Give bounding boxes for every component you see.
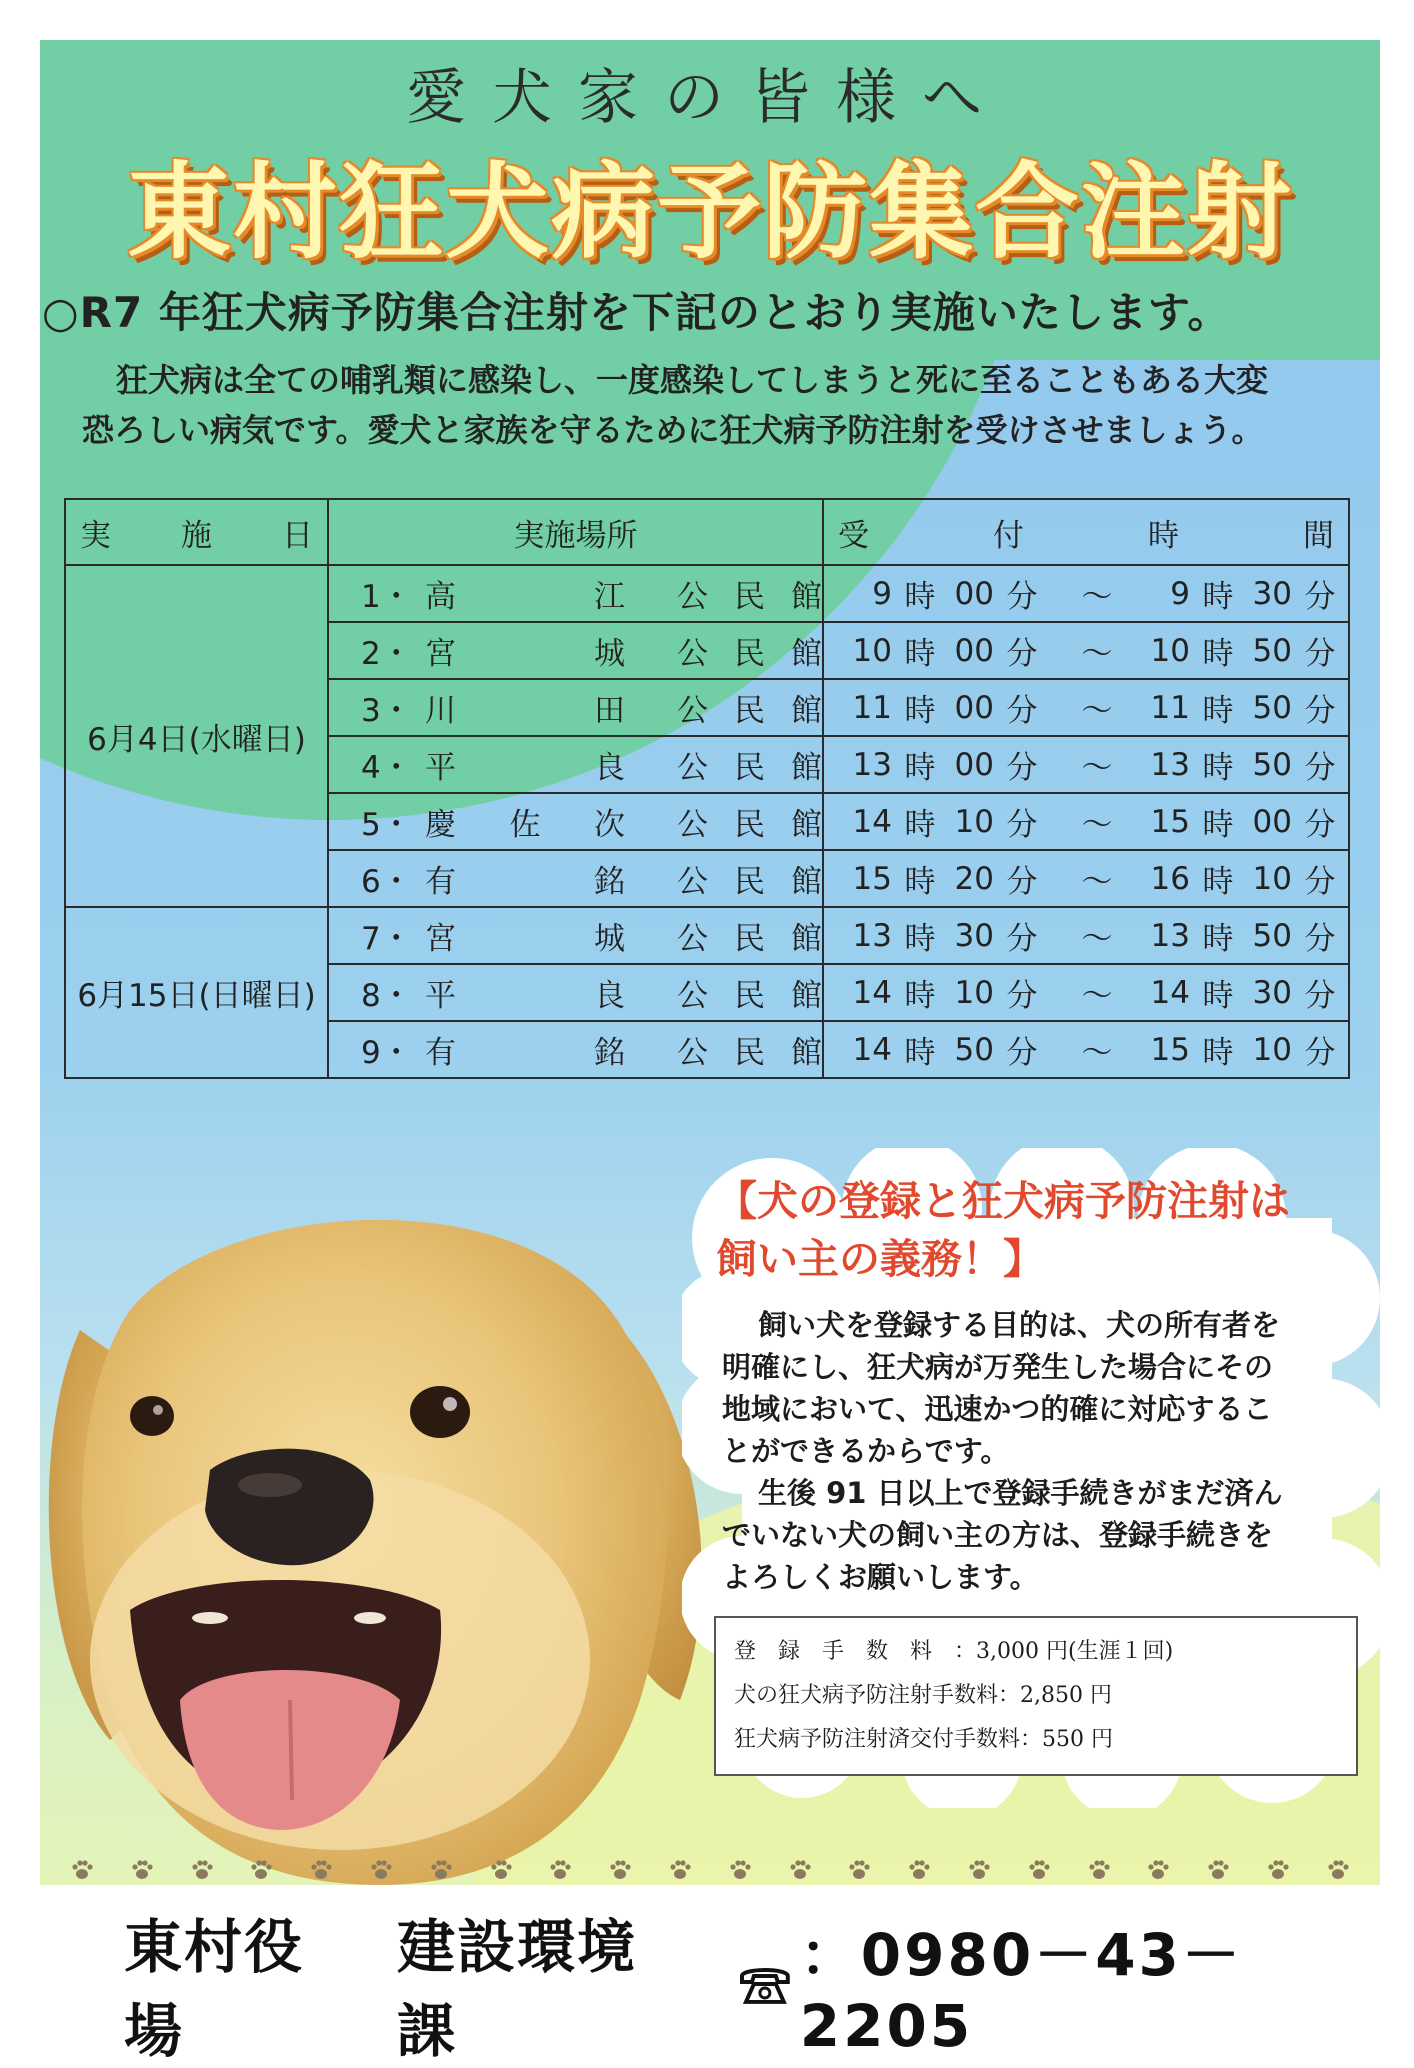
fee-value: ：2,850 円 (998, 1683, 1112, 1708)
end-hour: 15 (1150, 1031, 1190, 1068)
header-date-char: 実 (80, 517, 111, 554)
place-hall-char: 民 (734, 807, 765, 843)
puppy-illustration (40, 1140, 720, 1885)
place-cell (328, 907, 823, 964)
place-name-char: 良 (594, 750, 625, 786)
end-minute: 00 (1252, 803, 1292, 840)
lead-line: ○R7 年狂犬病予防集合注射を下記のとおり実施いたします。 (42, 288, 1231, 337)
time-cell (823, 565, 1349, 622)
hour-unit: 時 (904, 978, 936, 1014)
notice-title-line-2: 飼い主の義務！】 (716, 1235, 1044, 1283)
range-separator: ～ (1081, 579, 1113, 615)
place-name (425, 799, 625, 844)
place-hall-char: 公 (677, 750, 708, 786)
hour-unit: 時 (904, 1035, 936, 1071)
place-name-char: 田 (594, 693, 625, 729)
paw-print-icon (429, 1858, 453, 1882)
table-row (65, 907, 1349, 964)
paw-print-icon (967, 1858, 991, 1882)
notice-body-line: でいない犬の飼い主の方は、登録手続きを (722, 1518, 1274, 1552)
minute-unit: 分 (1304, 579, 1336, 615)
place-hall-char: 館 (791, 921, 822, 957)
hour-unit: 時 (1202, 693, 1234, 729)
end-minute: 10 (1252, 860, 1292, 897)
place-number: 4・ (361, 750, 412, 786)
place-name (425, 1027, 625, 1072)
time-cell (823, 907, 1349, 964)
end-minute: 30 (1252, 575, 1292, 612)
time-cell (823, 679, 1349, 736)
notice-body-line: 生後 91 日以上で登録手続きがまだ済ん (758, 1476, 1283, 1510)
range-separator: ～ (1081, 693, 1113, 729)
place-hall-char: 民 (734, 1035, 765, 1071)
header-time-char: 付 (993, 517, 1024, 554)
place-name-char: 銘 (594, 1035, 625, 1071)
end-hour: 10 (1150, 632, 1190, 669)
place-hall-char: 民 (734, 579, 765, 615)
place-number: 6・ (361, 864, 412, 900)
place-name-char: 平 (425, 750, 456, 786)
place-hall-char: 公 (677, 693, 708, 729)
place-name (425, 742, 625, 787)
place-name-char: 銘 (594, 864, 625, 900)
place-hall (677, 970, 822, 1015)
place-cell (328, 1021, 823, 1078)
place-hall (677, 856, 822, 901)
minute-unit: 分 (1304, 978, 1336, 1014)
minute-unit: 分 (1304, 1035, 1336, 1071)
time-cell (823, 736, 1349, 793)
start-hour: 13 (852, 746, 892, 783)
end-minute: 50 (1252, 917, 1292, 954)
place-hall-char: 館 (791, 693, 822, 729)
fee-label: 登 録 手 数 料 (734, 1639, 933, 1664)
place-hall-char: 民 (734, 864, 765, 900)
end-minute: 30 (1252, 974, 1292, 1011)
paw-print-icon (728, 1858, 752, 1882)
place-name (425, 970, 625, 1015)
place-hall-char: 公 (677, 1035, 708, 1071)
date-cell: 6月15日(日曜日) (65, 907, 328, 1078)
range-separator: ～ (1081, 807, 1113, 843)
end-hour: 13 (1150, 746, 1190, 783)
place-hall (677, 628, 822, 673)
paw-print-icon (548, 1858, 572, 1882)
intro-line-2: 恐ろしい病気です。愛犬と家族を守るために狂犬病予防注射を受けさせましょう。 (82, 411, 1264, 449)
place-number: 1・ (361, 579, 412, 615)
end-hour: 9 (1170, 575, 1190, 612)
place-name-char: 宮 (425, 636, 456, 672)
hour-unit: 時 (1202, 978, 1234, 1014)
paw-print-icon (788, 1858, 812, 1882)
fee-row-registration (734, 1634, 1173, 1665)
hour-unit: 時 (904, 864, 936, 900)
schedule-body (65, 565, 1349, 1078)
hour-unit: 時 (904, 693, 936, 729)
minute-unit: 分 (1304, 921, 1336, 957)
start-hour: 9 (872, 575, 892, 612)
fee-value: ：3,000 円(生涯１回) (932, 1639, 1174, 1664)
minute-unit: 分 (1006, 807, 1038, 843)
place-name-char: 有 (425, 1035, 456, 1071)
paw-print-icon (907, 1858, 931, 1882)
time-cell (823, 793, 1349, 850)
hour-unit: 時 (1202, 1035, 1234, 1071)
place-number: 7・ (361, 921, 412, 957)
time-cell (823, 1021, 1349, 1078)
place-hall-char: 館 (791, 807, 822, 843)
place-number: 9・ (361, 1035, 412, 1071)
hour-unit: 時 (904, 636, 936, 672)
place-hall (677, 799, 822, 844)
place-cell (328, 565, 823, 622)
end-hour: 13 (1150, 917, 1190, 954)
place-hall-char: 館 (791, 978, 822, 1014)
place-cell (328, 622, 823, 679)
place-hall-char: 民 (734, 921, 765, 957)
paw-print-icon (1266, 1858, 1290, 1882)
place-number: 5・ (361, 807, 412, 843)
minute-unit: 分 (1304, 693, 1336, 729)
place-name-char: 良 (594, 978, 625, 1014)
minute-unit: 分 (1006, 693, 1038, 729)
notice-title-line-1: 【犬の登録と狂犬病予防注射は (716, 1177, 1290, 1225)
paw-print-icon (1146, 1858, 1170, 1882)
place-hall-char: 民 (734, 636, 765, 672)
place-cell (328, 850, 823, 907)
place-number: 2・ (361, 636, 412, 672)
start-minute: 10 (954, 803, 994, 840)
place-cell (328, 736, 823, 793)
minute-unit: 分 (1006, 579, 1038, 615)
minute-unit: 分 (1304, 864, 1336, 900)
range-separator: ～ (1081, 921, 1113, 957)
place-hall (677, 571, 822, 616)
paw-print-icon (1326, 1858, 1350, 1882)
header-date-char: 施 (181, 517, 212, 554)
minute-unit: 分 (1006, 978, 1038, 1014)
minute-unit: 分 (1006, 636, 1038, 672)
place-hall (677, 685, 822, 730)
schedule-table (64, 498, 1350, 1079)
end-minute: 50 (1252, 689, 1292, 726)
end-hour: 14 (1150, 974, 1190, 1011)
minute-unit: 分 (1006, 921, 1038, 957)
fee-value: ：550 円 (1020, 1727, 1114, 1752)
range-separator: ～ (1081, 1035, 1113, 1071)
paw-print-icon (489, 1858, 513, 1882)
start-minute: 00 (954, 575, 994, 612)
place-name-char: 次 (594, 807, 625, 843)
paw-print-icon (70, 1858, 94, 1882)
start-hour: 13 (852, 917, 892, 954)
minute-unit: 分 (1304, 750, 1336, 786)
start-hour: 14 (852, 1031, 892, 1068)
place-name-char: 川 (425, 693, 456, 729)
header-time-char: 間 (1303, 517, 1334, 554)
fee-label: 狂犬病予防注射済交付手数料 (734, 1727, 1021, 1752)
start-hour: 14 (852, 803, 892, 840)
end-minute: 50 (1252, 746, 1292, 783)
end-hour: 16 (1150, 860, 1190, 897)
minute-unit: 分 (1006, 750, 1038, 786)
phone-icon (736, 1960, 794, 2008)
place-hall-char: 民 (734, 750, 765, 786)
header-date (65, 499, 328, 565)
place-name-char: 城 (594, 921, 625, 957)
start-minute: 00 (954, 632, 994, 669)
hour-unit: 時 (904, 921, 936, 957)
hour-unit: 時 (1202, 636, 1234, 672)
department-name: 建設環境課 (397, 1913, 638, 2065)
paw-print-icon (369, 1858, 393, 1882)
notice-body-line: 飼い犬を登録する目的は、犬の所有者を (758, 1308, 1281, 1342)
notice-title (716, 1172, 1366, 1288)
place-name-char: 宮 (425, 921, 456, 957)
paw-print-icon (1087, 1858, 1111, 1882)
place-hall-char: 公 (677, 921, 708, 957)
place-name (425, 628, 625, 673)
hour-unit: 時 (1202, 921, 1234, 957)
fee-row-vaccination (734, 1678, 1112, 1709)
paw-print-strip (40, 1858, 1380, 1888)
place-name-char: 城 (594, 636, 625, 672)
place-name-char: 慶 (425, 807, 456, 843)
hour-unit: 時 (1202, 807, 1234, 843)
intro-text (82, 355, 1372, 455)
table-row (65, 565, 1349, 622)
time-cell (823, 964, 1349, 1021)
paw-print-icon (249, 1858, 273, 1882)
place-hall-char: 民 (734, 978, 765, 1014)
start-minute: 50 (954, 1031, 994, 1068)
notice-body-line: 地域において、迅速かつ的確に対応するこ (722, 1392, 1273, 1426)
paw-print-icon (1027, 1858, 1051, 1882)
place-hall-char: 館 (791, 864, 822, 900)
start-hour: 10 (852, 632, 892, 669)
paw-print-icon (608, 1858, 632, 1882)
place-cell (328, 793, 823, 850)
header-date-char: 日 (282, 517, 313, 554)
place-hall-char: 公 (677, 978, 708, 1014)
hour-unit: 時 (1202, 750, 1234, 786)
end-minute: 50 (1252, 632, 1292, 669)
header-place: 実施場所 (328, 499, 823, 565)
place-name (425, 571, 625, 616)
minute-unit: 分 (1304, 636, 1336, 672)
place-hall-char: 館 (791, 1035, 822, 1071)
range-separator: ～ (1081, 750, 1113, 786)
place-number: 8・ (361, 978, 412, 1014)
place-name (425, 913, 625, 958)
start-hour: 14 (852, 974, 892, 1011)
place-hall (677, 1027, 822, 1072)
table-header-row (65, 499, 1349, 565)
header-time-char: 受 (838, 517, 869, 554)
hour-unit: 時 (1202, 864, 1234, 900)
paw-print-icon (130, 1858, 154, 1882)
intro-line-1: 狂犬病は全ての哺乳類に感染し、一度感染してしまうと死に至ることもある大変 (116, 361, 1269, 399)
start-minute: 10 (954, 974, 994, 1011)
place-cell (328, 964, 823, 1021)
fees-box (714, 1616, 1358, 1776)
end-hour: 11 (1150, 689, 1190, 726)
place-name-char: 江 (594, 579, 625, 615)
start-hour: 15 (852, 860, 892, 897)
office-name: 東村役場 (124, 1913, 305, 2065)
paw-print-icon (847, 1858, 871, 1882)
phone-number: ：0980－43－2205 (799, 1921, 1243, 2060)
place-cell (328, 679, 823, 736)
place-name (425, 685, 625, 730)
notice-body-line: よろしくお願いします。 (722, 1560, 1039, 1594)
start-minute: 00 (954, 746, 994, 783)
place-name-char: 高 (425, 579, 456, 615)
notice-body-line: とができるからです。 (722, 1434, 1010, 1468)
place-hall-char: 公 (677, 807, 708, 843)
footer-contact (124, 1900, 1414, 2068)
place-hall-char: 民 (734, 693, 765, 729)
time-cell (823, 850, 1349, 907)
minute-unit: 分 (1006, 1035, 1038, 1071)
place-name (425, 856, 625, 901)
range-separator: ～ (1081, 636, 1113, 672)
start-hour: 11 (852, 689, 892, 726)
hour-unit: 時 (904, 807, 936, 843)
place-hall (677, 913, 822, 958)
hour-unit: 時 (904, 579, 936, 615)
place-name-char: 平 (425, 978, 456, 1014)
time-cell (823, 622, 1349, 679)
header-time-char: 時 (1148, 517, 1179, 554)
end-minute: 10 (1252, 1031, 1292, 1068)
paw-print-icon (668, 1858, 692, 1882)
header-time (823, 499, 1349, 565)
place-hall-char: 公 (677, 579, 708, 615)
pre-title: 愛犬家の皆様へ (406, 63, 1008, 133)
hour-unit: 時 (904, 750, 936, 786)
place-hall-char: 公 (677, 636, 708, 672)
start-minute: 30 (954, 917, 994, 954)
fee-label: 犬の狂犬病予防注射手数料 (734, 1683, 999, 1708)
start-minute: 20 (954, 860, 994, 897)
start-minute: 00 (954, 689, 994, 726)
end-hour: 15 (1150, 803, 1190, 840)
notice-body-line: 明確にし、狂犬病が万発生した場合にその (722, 1350, 1274, 1384)
minute-unit: 分 (1304, 807, 1336, 843)
range-separator: ～ (1081, 978, 1113, 1014)
hour-unit: 時 (1202, 579, 1234, 615)
fee-row-certificate (734, 1722, 1113, 1753)
main-title: 東村狂犬病予防集合注射 (126, 151, 1293, 273)
place-hall-char: 館 (791, 579, 822, 615)
place-hall (677, 742, 822, 787)
place-hall-char: 公 (677, 864, 708, 900)
date-cell: 6月4日(水曜日) (65, 565, 328, 907)
place-hall-char: 館 (791, 636, 822, 672)
paw-print-icon (309, 1858, 333, 1882)
place-name-char: 佐 (509, 807, 541, 843)
paw-print-icon (1206, 1858, 1230, 1882)
notice-body (722, 1304, 1352, 1598)
place-number: 3・ (361, 693, 412, 729)
place-hall-char: 館 (791, 750, 822, 786)
place-name-char: 有 (425, 864, 456, 900)
minute-unit: 分 (1006, 864, 1038, 900)
paw-print-icon (190, 1858, 214, 1882)
range-separator: ～ (1081, 864, 1113, 900)
